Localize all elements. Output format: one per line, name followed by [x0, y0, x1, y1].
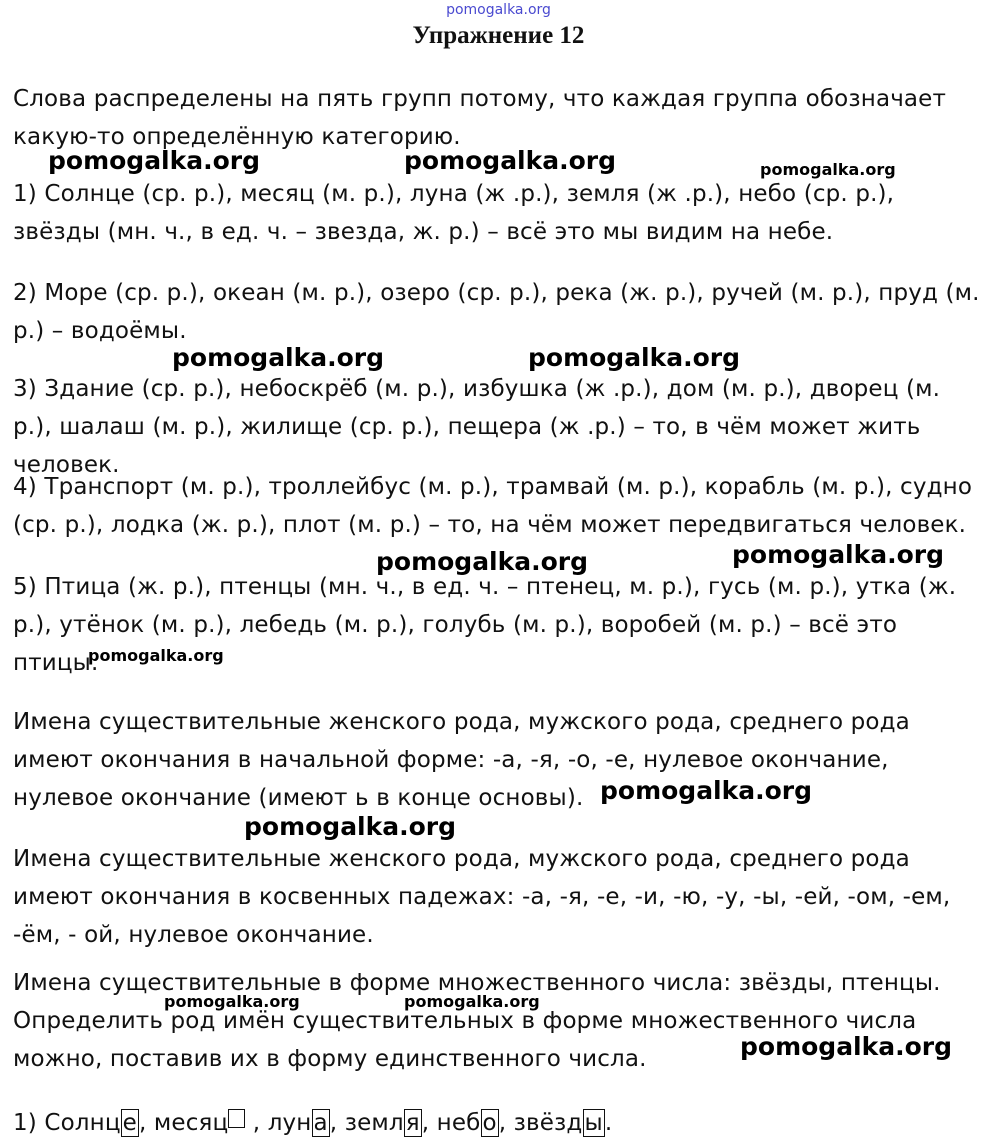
page-title: Упражнение 12 [412, 22, 585, 49]
watermark: pomogalka.org [732, 540, 945, 569]
empty-ending-box [228, 1109, 245, 1128]
group-3: 3) Здание (ср. р.), небоскрёб (м. р.), избушка (ж .р.), дом (м. р.), дворец (м. р.), шалаш (м. р.), жилище (ср. р.), пещера (ж .р.) – то, в чём может жить человек. [13, 376, 941, 478]
watermark: pomogalka.org [528, 343, 741, 372]
intro-paragraph: Слова распределены на пять групп потому, что каждая группа обозначает какую-то определённую категорию. [13, 86, 947, 150]
ending-box: е [122, 1110, 137, 1136]
group-5: 5) Птица (ж. р.), птенцы (мн. ч., в ед. ч. – птенец, м. р.), гусь (м. р.), утка (ж. р.), утёнок (м. р.), лебедь (м. р.), голубь (м. р.), воробей (м. р.) – всё это птицы. [13, 574, 957, 676]
word-mesyac: месяц , [153, 1110, 268, 1136]
watermark: pomogalka.org [88, 646, 224, 665]
watermark: pomogalka.org [600, 776, 813, 805]
group-2: 2) Море (ср. р.), океан (м. р.), озеро (ср. р.), река (ж. р.), ручей (м. р.), пруд (м. р.) – водоёмы. [13, 280, 980, 344]
site-watermark-header: pomogalka.org [446, 2, 551, 18]
word-zemlya: земля, [344, 1110, 437, 1136]
watermark: pomogalka.org [740, 1032, 953, 1061]
ending-box: я [405, 1110, 420, 1136]
note-2: Имена существительные женского рода, мужского рода, среднего рода имеют окончания в косвенных падежах: -а, -я, -е, -и, -ю, -у, -ы, -ей, -ом, -ем, -ём, - ой, нулевое окончание. [13, 846, 951, 948]
watermark: pomogalka.org [172, 343, 385, 372]
word-solnce: Солнце, [44, 1110, 154, 1136]
watermark: pomogalka.org [48, 146, 261, 175]
watermark: pomogalka.org [164, 992, 300, 1011]
ending-box: о [482, 1110, 497, 1136]
watermark: pomogalka.org [404, 146, 617, 175]
watermark: pomogalka.org [760, 160, 896, 179]
watermark: pomogalka.org [404, 992, 540, 1011]
word-zvezdy: звёзды. [513, 1110, 613, 1136]
watermark: pomogalka.org [376, 547, 589, 576]
ending-box: ы [584, 1110, 603, 1136]
ending-box: а [313, 1110, 328, 1136]
final-line [13, 1104, 985, 1142]
word-luna: луна, [267, 1110, 345, 1136]
group-1: 1) Солнце (ср. р.), месяц (м. р.), луна (ж .р.), земля (ж .р.), небо (ср. р.), звёзды (мн. ч., в ед. ч. – звезда, ж. р.) – всё это мы видим на небе. [13, 181, 895, 245]
note-3: Имена существительные в форме множественного числа: звёзды, птенцы. Определить род имён существительных в форме множественного числа можно, поставив их в форму единственного числа. [13, 970, 941, 1072]
final-line-prefix: 1) [13, 1110, 45, 1136]
group-4: 4) Транспорт (м. р.), троллейбус (м. р.), трамвай (м. р.), корабль (м. р.), судно (ср. р.), лодка (ж. р.), плот (м. р.) – то, на чём может передвигаться человек. [13, 474, 973, 538]
watermark: pomogalka.org [244, 812, 457, 841]
note-1: Имена существительные женского рода, мужского рода, среднего рода имеют окончания в начальной форме: -а, -я, -о, -е, нулевое окончание, нулевое окончание (имеют ь в конце основы). [13, 709, 910, 811]
word-nebo: небо, [436, 1110, 514, 1136]
